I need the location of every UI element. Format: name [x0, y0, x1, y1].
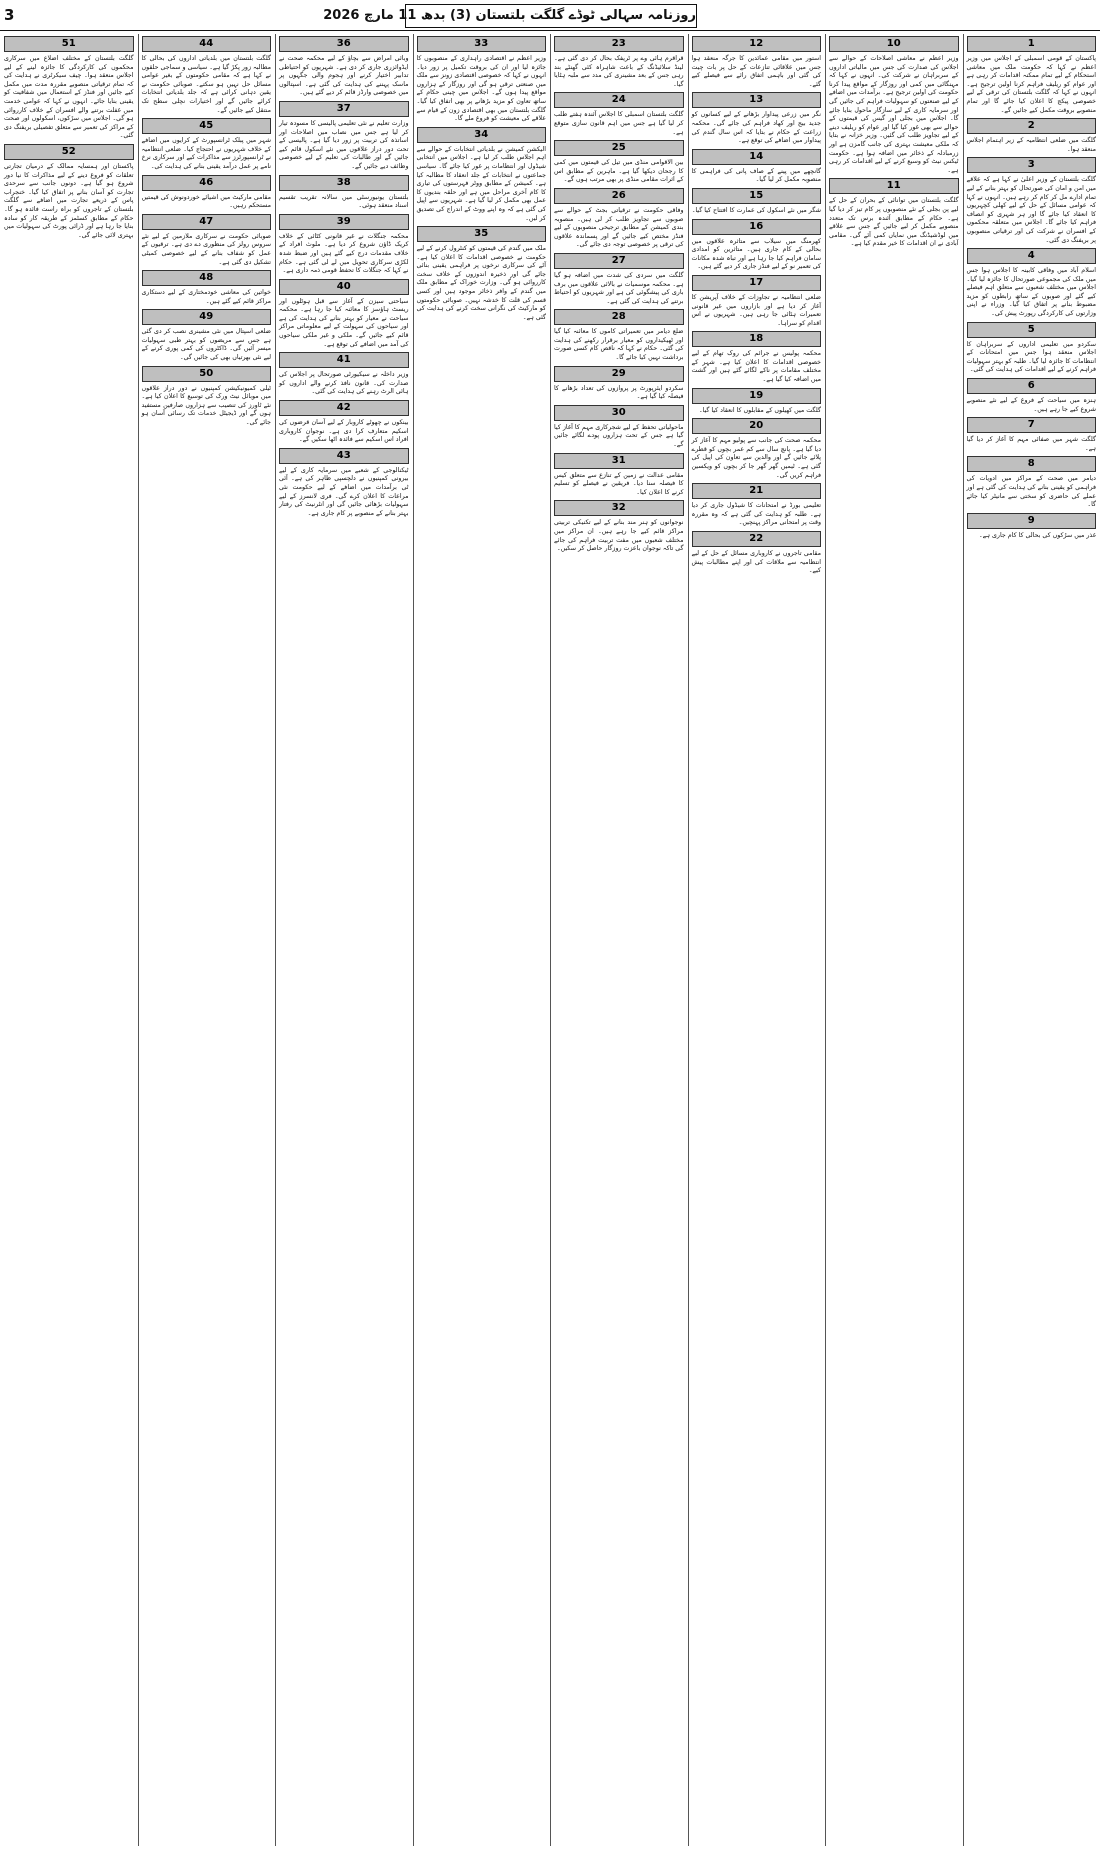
news-item-number: 29: [554, 366, 684, 382]
news-item-body: نگر میں زرعی پیداوار بڑھانے کے لیے کسانوں کو جدید بیج اور کھاد فراہم کی جائے گی۔ محکمہ زراعت کے حکام نے بتایا کہ اس سال گندم کی پیداوار میں اضافے کی توقع ہے۔: [691, 111, 821, 145]
news-item: [554, 36, 684, 89]
news-item: [279, 214, 409, 276]
news-item: [967, 513, 1097, 541]
news-item: [4, 36, 134, 141]
news-item-number: 5: [967, 322, 1097, 338]
news-item-body: غذر میں سڑکوں کی بحالی کا کام جاری ہے۔: [978, 531, 1096, 539]
news-item: [142, 175, 272, 211]
news-item: [554, 405, 684, 450]
news-item-body: بلتستان یونیورسٹی میں سالانہ تقریب تقسیم اسناد منعقد ہوئی۔: [279, 193, 409, 210]
news-item: [692, 188, 822, 216]
news-column: [415, 34, 549, 1846]
news-item-body: گلگت میں سردی کی شدت میں اضافہ ہو گیا ہے۔ محکمہ موسمیات نے بالائی علاقوں میں برف باری کی پیشگوئی کی ہے اور شہریوں کو احتیاط برتنے کی ہدایت کی گئی ہے۔: [554, 271, 684, 305]
news-item-number: 48: [142, 270, 272, 286]
news-item-body: قراقرم ہائی وے پر ٹریفک بحال کر دی گئی ہے۔ لینڈ سلائیڈنگ کے باعث شاہراہ کئی گھنٹے بند رہی جس کے بعد مشینری کی مدد سے ملبہ ہٹایا گیا۔: [554, 55, 684, 88]
news-item-body: وزارت تعلیم نے نئی تعلیمی پالیسی کا مسودہ تیار کر لیا ہے جس میں نصاب میں اصلاحات اور اساتذہ کی تربیت پر زور دیا گیا ہے۔ پالیسی کے تحت دور دراز علاقوں میں نئے اسکول قائم کیے جائیں گے اور طالبات کی تعلیم کے لیے خصوصی وظائف دیے جائیں گے۔: [279, 119, 409, 170]
news-item-number: 23: [554, 36, 684, 52]
news-column: [965, 34, 1099, 1846]
news-item: [692, 36, 822, 89]
news-item-body: سکردو ایئرپورٹ پر پروازوں کی تعداد بڑھانے کا فیصلہ کیا گیا ہے۔: [554, 384, 684, 401]
news-item-body: بین الاقوامی منڈی میں تیل کی قیمتوں میں کمی کا رجحان دیکھا گیا ہے۔ ماہرین کے مطابق اس کے اثرات مقامی منڈی پر بھی مرتب ہوں گے۔: [554, 159, 684, 184]
news-item-body: گلگت بلتستان میں توانائی کے بحران کے حل کے لیے پن بجلی کے نئے منصوبوں پر کام تیز کر دیا گیا ہے۔ حکام کے مطابق آئندہ برس تک متعدد منصوبے مکمل کر لیے جائیں گے جس سے علاقے میں لوڈشیڈنگ میں نمایاں کمی آئے گی۔ مقامی آبادی نے ان اقدامات کا خیر مقدم کیا ہے۔: [829, 197, 959, 248]
news-item-number: 15: [692, 188, 822, 204]
news-item-number: 1: [967, 36, 1097, 52]
news-column: [827, 34, 961, 1846]
column-divider: [688, 34, 689, 1846]
column-divider: [413, 34, 414, 1846]
news-item-number: 22: [692, 531, 822, 547]
news-item-body: وزیر داخلہ نے سیکیورٹی صورتحال پر اجلاس کی صدارت کی۔ قانون نافذ کرنے والے اداروں کو ہائی الرٹ رہنے کی ہدایت کی گئی۔: [279, 371, 409, 396]
column-divider: [138, 34, 139, 1846]
news-item: [554, 188, 684, 250]
news-item-body: پاکستان کے قومی اسمبلی کے اجلاس میں وزیر اعظم نے کہا کہ حکومت ملک میں معاشی استحکام کے لیے تمام ممکنہ اقدامات کر رہی ہے اور عوام کو ریلیف فراہم کرنا اولین ترجیح ہے۔ انہوں نے کہا کہ گلگت بلتستان کی ترقی کے لیے خصوصی پیکج کا اعلان کیا جائے گا اور تمام منصوبے بروقت مکمل کیے جائیں گے۔: [966, 55, 1096, 114]
news-item: [554, 500, 684, 553]
news-item-body: وزیر اعظم نے اقتصادی راہداری کے منصوبوں کا جائزہ لیا اور ان کی بروقت تکمیل پر زور دیا۔ انہوں نے کہا کہ خصوصی اقتصادی زونز سے ملک میں صنعتی ترقی ہو گی اور روزگار کے ہزاروں مواقع پیدا ہوں گے۔ اجلاس میں چینی حکام کے ساتھ تعاون کو مزید بڑھانے پر بھی اتفاق کیا گیا۔ گلگت بلتستان میں بھی اقتصادی زون کے قیام سے علاقے کی معیشت کو فروغ ملے گا۔: [416, 55, 546, 123]
news-item-number: 52: [4, 144, 134, 160]
news-item-number: 25: [554, 140, 684, 156]
news-item: [692, 418, 822, 480]
news-column: [690, 34, 824, 1846]
news-item-number: 17: [692, 275, 822, 291]
news-item-number: 7: [967, 417, 1097, 433]
news-item-body: وفاقی حکومت نے ترقیاتی بجٹ کے حوالے سے صوبوں سے تجاویز طلب کر لی ہیں۔ منصوبہ بندی کمیشن کے مطابق ترجیحی منصوبوں کے لیے فنڈز مختص کیے جائیں گے اور پسماندہ علاقوں کی ترقی پر خصوصی توجہ دی جائے گی۔: [554, 206, 684, 249]
news-item: [554, 309, 684, 362]
news-item-body: نوجوانوں کو ہنر مند بنانے کے لیے تکنیکی تربیتی مراکز قائم کیے جا رہے ہیں۔ ان مراکز میں مختلف شعبوں میں مفت تربیت فراہم کی جائے گی تاکہ نوجوان باعزت روزگار حاصل کر سکیں۔: [554, 519, 684, 553]
news-item-body: سیاحتی سیزن کے آغاز سے قبل ہوٹلوں اور ریسٹ ہاؤسز کا معائنہ کیا جا رہا ہے۔ محکمہ سیاحت نے معیار کو بہتر بنانے کی ہدایت کی ہے اور سیاحوں کی سہولت کے لیے معلوماتی مراکز قائم کیے جائیں گے۔ ملکی و غیر ملکی سیاحوں کی آمد میں اضافے کی توقع ہے۔: [279, 297, 409, 348]
news-item-number: 35: [417, 226, 547, 242]
news-item: [417, 127, 547, 223]
news-item-number: 31: [554, 453, 684, 469]
news-item-number: 47: [142, 214, 272, 230]
news-item-body: گلگت میں ضلعی انتظامیہ کے زیر اہتمام اجلاس منعقد ہوا۔: [966, 137, 1096, 153]
news-item-body: الیکشن کمیشن نے بلدیاتی انتخابات کے حوالے سے اہم اجلاس طلب کر لیا ہے۔ اجلاس میں انتخابی شیڈول اور انتظامات پر غور کیا جائے گا۔ سیاسی جماعتوں نے انتخابات کے جلد انعقاد کا مطالبہ کیا ہے۔ کمیشن کے مطابق ووٹر فہرستوں کی تیاری کا کام آخری مراحل میں ہے اور حلقہ بندیوں کا عمل بھی مکمل کر لیا گیا ہے۔ شہریوں سے اپیل کی گئی ہے کہ وہ اپنے ووٹ کے اندراج کی تصدیق کر لیں۔: [416, 145, 546, 222]
news-item-body: ٹیکنالوجی کے شعبے میں سرمایہ کاری کے لیے بیرونی کمپنیوں نے دلچسپی ظاہر کی ہے۔ آئی ٹی برآمدات میں اضافے کے لیے حکومت نئی مراعات کا اعلان کرے گی۔ فری لانسرز کے لیے سہولیات بڑھائی جائیں گی اور انٹرنیٹ کی رفتار بہتر بنانے کے منصوبے پر کام جاری ہے۔: [279, 466, 409, 517]
news-item-number: 16: [692, 219, 822, 235]
news-item-number: 30: [554, 405, 684, 421]
news-item: [142, 309, 272, 362]
news-item: [554, 140, 684, 185]
news-item-body: شگر میں نئے اسکول کی عمارت کا افتتاح کیا گیا۔: [691, 206, 821, 214]
news-item-body: ملک میں گندم کی قیمتوں کو کنٹرول کرنے کے لیے حکومت نے خصوصی اقدامات کا اعلان کیا ہے۔ آٹے کی سرکاری نرخوں پر فراہمی یقینی بنائی جائے گی اور ذخیرہ اندوزوں کے خلاف سخت کارروائی ہو گی۔ وزارت خوراک کے مطابق ملک میں گندم کے وافر ذخائر موجود ہیں اور کسی قسم کی قلت کا خدشہ نہیں۔ صوبائی حکومتوں کو مارکیٹ کی نگرانی سخت کرنے کی ہدایت کی گئی ہے۔: [416, 245, 546, 321]
news-item-body: سکردو میں تعلیمی اداروں کے سربراہان کا اجلاس منعقد ہوا جس میں امتحانات کے انتظامات کا جائزہ لیا گیا۔ طلبہ کو بہتر سہولیات فراہم کرنے کے لیے اقدامات کی ہدایت کی گئی۔: [966, 340, 1096, 374]
news-item: [967, 36, 1097, 115]
news-column: [2, 34, 136, 1846]
news-item-number: 34: [417, 127, 547, 143]
column-divider: [825, 34, 826, 1846]
news-item-body: ٹیلی کمیونیکیشن کمپنیوں نے دور دراز علاقوں میں موبائل نیٹ ورک کی توسیع کا اعلان کیا ہے۔ نئے ٹاورز کی تنصیب سے ہزاروں صارفین مستفید ہوں گے اور ڈیجیٹل خدمات تک رسائی آسان ہو جائے گی۔: [141, 384, 271, 427]
news-item-number: 36: [279, 36, 409, 52]
news-item-number: 18: [692, 331, 822, 347]
news-columns: [0, 34, 1100, 1846]
column-divider: [550, 34, 551, 1846]
news-item-number: 20: [692, 418, 822, 434]
news-item-number: 28: [554, 309, 684, 325]
news-item-body: گلگت بلتستان میں بلدیاتی اداروں کی بحالی کا مطالبہ زور پکڑ گیا ہے۔ سیاسی و سماجی حلقوں نے کہا ہے کہ مقامی حکومتوں کے بغیر عوامی مسائل حل نہیں ہو سکتے۔ صوبائی حکومت نے یقین دہانی کرائی ہے کہ جلد بلدیاتی انتخابات کرائے جائیں گے اور اختیارات نچلی سطح تک منتقل کیے جائیں گے۔: [141, 55, 271, 114]
news-item: [692, 331, 822, 384]
news-item: [4, 144, 134, 240]
news-item-number: 26: [554, 188, 684, 204]
news-item: [417, 36, 547, 124]
page-number: 3: [4, 6, 15, 24]
news-item: [142, 214, 272, 267]
news-item: [967, 118, 1097, 154]
news-item: [142, 118, 272, 171]
news-item-body: وزیر اعظم نے معاشی اصلاحات کے حوالے سے اجلاس کی صدارت کی جس میں مالیاتی اداروں کے سربراہان نے شرکت کی۔ انہوں نے کہا کہ مہنگائی میں کمی اور روزگار کے مواقع پیدا کرنا حکومت کی اولین ترجیح ہے۔ برآمدات میں اضافے کے لیے صنعتوں کو سہولیات فراہم کی جائیں گی اور سرمایہ کاری کے لیے سازگار ماحول بنایا جائے گا۔ اجلاس میں بجلی اور گیس کی قیمتوں کے حوالے سے بھی غور کیا گیا اور عوام کو ریلیف دینے کے لیے تجاویز طلب کی گئیں۔ وزیر خزانہ نے بتایا کہ ملکی معیشت بہتری کی جانب گامزن ہے اور زرمبادلہ کے ذخائر میں اضافہ ہوا ہے۔ حکومت ٹیکس نیٹ کو وسیع کرنے کے لیے اقدامات کر رہی ہے۔: [829, 55, 959, 174]
news-item-body: کھرمنگ میں سیلاب سے متاثرہ علاقوں میں بحالی کے کام جاری ہیں۔ متاثرین کو امدادی سامان فراہم کیا جا رہا ہے اور تباہ شدہ مکانات کی تعمیر نو کے لیے فنڈز جاری کر دیے گئے ہیں۔: [691, 237, 821, 271]
news-item-number: 44: [142, 36, 272, 52]
news-item-number: 9: [967, 513, 1097, 529]
news-item: [692, 149, 822, 185]
news-item-body: گلگت میں کھیلوں کے مقابلوں کا انعقاد کیا گیا۔: [698, 406, 821, 414]
news-item-body: ضلع دیامر میں تعمیراتی کاموں کا معائنہ کیا گیا اور ٹھیکیداروں کو معیار برقرار رکھنے کی ہدایت کی گئی۔ حکام نے کہا کہ ناقص کام کسی صورت برداشت نہیں کیا جائے گا۔: [554, 328, 684, 362]
news-item: [967, 248, 1097, 319]
news-item: [279, 352, 409, 397]
news-item-body: مقامی مارکیٹ میں اشیائے خوردونوش کی قیمتیں مستحکم رہیں۔: [141, 193, 271, 210]
news-item-number: 41: [279, 352, 409, 368]
news-item-number: 49: [142, 309, 272, 325]
news-item: [142, 366, 272, 428]
news-item-number: 37: [279, 101, 409, 117]
news-item-body: مقامی عدالت نے زمین کے تنازع سے متعلق کیس کا فیصلہ سنا دیا۔ فریقین نے فیصلے کو تسلیم کرنے کا اعلان کیا۔: [554, 471, 684, 496]
news-item-body: مقامی تاجروں نے کاروباری مسائل کے حل کے لیے انتظامیہ سے ملاقات کی اور اپنے مطالبات پیش کیے۔: [691, 550, 821, 575]
news-item-number: 43: [279, 448, 409, 464]
news-item: [417, 226, 547, 322]
news-item: [829, 178, 959, 249]
news-item: [279, 448, 409, 519]
news-item-body: خواتین کی معاشی خودمختاری کے لیے دستکاری مراکز قائم کیے گئے ہیں۔: [141, 289, 271, 305]
news-item-number: 32: [554, 500, 684, 516]
news-item: [692, 388, 822, 416]
news-item-number: 51: [4, 36, 134, 52]
news-item: [692, 92, 822, 145]
news-item: [554, 453, 684, 498]
news-item-number: 21: [692, 483, 822, 499]
news-item-number: 24: [554, 92, 684, 108]
news-item-number: 12: [692, 36, 822, 52]
news-item-body: ضلعی انتظامیہ نے تجاوزات کے خلاف آپریشن کا آغاز کر دیا ہے اور بازاروں میں غیر قانونی تعمیرات ہٹائی جا رہی ہیں۔ شہریوں نے اس اقدام کو سراہا۔: [691, 293, 821, 327]
news-item-number: 11: [829, 178, 959, 194]
news-item: [967, 322, 1097, 375]
masthead: [0, 4, 1100, 30]
news-item-body: ماحولیاتی تحفظ کے لیے شجرکاری مہم کا آغاز کیا گیا ہے جس کے تحت ہزاروں پودے لگائے جائیں گے۔: [554, 423, 684, 449]
news-item-body: وبائی امراض سے بچاؤ کے لیے محکمہ صحت نے ایڈوائزری جاری کر دی ہے۔ شہریوں کو احتیاطی تدابیر اختیار کرنے اور ہجوم والی جگہوں پر ماسک پہننے کی ہدایت کی گئی ہے۔ اسپتالوں میں خصوصی وارڈز قائم کر دیے گئے ہیں۔: [279, 55, 409, 97]
news-item-number: 4: [967, 248, 1097, 264]
news-item-number: 2: [967, 118, 1097, 134]
news-item-number: 40: [279, 279, 409, 295]
news-item-body: بینکوں نے چھوٹے کاروبار کے لیے آسان قرضوں کی اسکیم متعارف کرا دی ہے۔ نوجوان کاروباری افراد اس اسکیم سے فائدہ اٹھا سکیں گے۔: [279, 419, 409, 444]
news-item: [829, 36, 959, 175]
news-item-number: 50: [142, 366, 272, 382]
news-item: [279, 101, 409, 172]
news-item: [279, 36, 409, 98]
news-item-body: گلگت بلتستان کے مختلف اضلاع میں سرکاری محکموں کی کارکردگی کا جائزہ لینے کے لیے اجلاس منعقد ہوا۔ چیف سیکرٹری نے ہدایت کی کہ تمام ترقیاتی منصوبے مقررہ مدت میں مکمل کیے جائیں اور فنڈز کے استعمال میں شفافیت کو یقینی بنایا جائے۔ انہوں نے کہا کہ عوامی خدمت میں غفلت برتنے والے افسران کے خلاف کارروائی ہو گی۔ اجلاس میں سڑکوں، اسکولوں اور صحت کے مراکز کی تعمیر سے متعلق تفصیلی بریفنگ دی گئی۔: [4, 55, 134, 140]
news-item-number: 33: [417, 36, 547, 52]
news-column: [552, 34, 686, 1846]
news-item-body: صوبائی حکومت نے سرکاری ملازمین کے لیے نئے سروس رولز کی منظوری دے دی ہے۔ ترقیوں کے عمل کو شفاف بنانے کے لیے خصوصی کمیٹی تشکیل دی گئی ہے۔: [141, 232, 271, 266]
news-item-number: 14: [692, 149, 822, 165]
news-item-body: شہر میں پبلک ٹرانسپورٹ کے کرایوں میں اضافے کے خلاف شہریوں نے احتجاج کیا۔ ضلعی انتظامیہ نے ٹرانسپورٹرز سے مذاکرات کیے اور سرکاری نرخ نامے پر عمل درآمد یقینی بنانے کی ہدایت کی۔: [141, 137, 271, 170]
news-item-body: دیامر میں صحت کے مراکز میں ادویات کی فراہمی کو یقینی بنانے کی ہدایت کی گئی ہے اور عملے کی حاضری کو سختی سے مانیٹر کیا جائے گا۔: [966, 475, 1096, 509]
news-item-body: ضلعی اسپتال میں نئی مشینری نصب کر دی گئی ہے جس سے مریضوں کو بہتر طبی سہولیات میسر آئیں گی۔ ڈاکٹروں کی کمی پوری کرنے کے لیے نئی بھرتیاں بھی کی جائیں گی۔: [141, 328, 271, 362]
newspaper-title: روزنامہ سہالی ٹوڈے گلگت بلتستان (3) بدھ 11 مارچ 2026: [405, 4, 697, 28]
news-item-number: 10: [829, 36, 959, 52]
news-item-number: 27: [554, 253, 684, 269]
news-item: [554, 366, 684, 402]
news-item: [692, 275, 822, 328]
news-item-number: 19: [692, 388, 822, 404]
news-item: [554, 92, 684, 137]
news-column: [140, 34, 274, 1846]
news-item-number: 45: [142, 118, 272, 134]
news-item-number: 38: [279, 175, 409, 191]
news-item-body: گلگت بلتستان کے وزیر اعلیٰ نے کہا ہے کہ علاقے میں امن و امان کی صورتحال کو بہتر بنانے کے لیے تمام ادارے مل کر کام کر رہے ہیں۔ انہوں نے کہا کہ عوامی مسائل کے حل کے لیے کھلی کچہریوں کا انعقاد کیا جائے گا اور ہر شہری کو انصاف فراہم کیا جائے گا۔ اجلاس میں متعلقہ محکموں کے افسران نے شرکت کی اور ترقیاتی منصوبوں پر بریفنگ دی گئی۔: [966, 176, 1096, 244]
news-item: [692, 219, 822, 272]
news-item-number: 8: [967, 456, 1097, 472]
news-item-body: گلگت بلتستان اسمبلی کا اجلاس آئندہ ہفتے طلب کر لیا گیا ہے جس میں اہم قانون سازی متوقع ہے۔: [554, 111, 684, 136]
news-item-body: محکمہ پولیس نے جرائم کی روک تھام کے لیے خصوصی اقدامات کا اعلان کیا ہے۔ شہر کے مختلف مقامات پر ناکے لگائے گئے ہیں اور گشت میں اضافہ کیا گیا ہے۔: [691, 350, 821, 384]
news-item-body: گلگت شہر میں صفائی مہم کا آغاز کر دیا گیا ہے۔: [966, 436, 1096, 452]
news-item-body: محکمہ صحت کی جانب سے پولیو مہم کا آغاز کر دیا گیا ہے۔ پانچ سال سے کم عمر بچوں کو قطرے پلائے جائیں گے اور والدین سے تعاون کی اپیل کی گئی ہے۔ ٹیمیں گھر گھر جا کر بچوں کو ویکسین فراہم کریں گی۔: [691, 437, 821, 479]
news-item-body: محکمہ جنگلات نے غیر قانونی کٹائی کے خلاف کریک ڈاؤن شروع کر دیا ہے۔ ملوث افراد کے خلاف مقدمات درج کیے گئے ہیں اور ضبط شدہ لکڑی سرکاری تحویل میں لے لی گئی ہے۔ حکام نے کہا کہ جنگلات کا تحفظ قومی ذمہ داری ہے۔: [279, 232, 409, 275]
news-item: [967, 456, 1097, 509]
news-item-number: 46: [142, 175, 272, 191]
news-item: [692, 531, 822, 576]
news-item-body: پاکستان اور ہمسایہ ممالک کے درمیان تجارتی تعلقات کو فروغ دینے کے لیے مذاکرات کا نیا دور شروع ہو گیا ہے۔ دونوں جانب سے سرحدی تجارت کو آسان بنانے پر اتفاق کیا گیا۔ خنجراب پاس کے ذریعے تجارت میں اضافے سے گلگت بلتستان کے تاجروں کو براہ راست فائدہ ہو گا۔ حکام کے مطابق کسٹمز کے طریقہ کار کو سادہ بنایا جا رہا ہے اور ڈرائی پورٹ کی سہولیات میں بہتری لائی جائے گی۔: [4, 162, 134, 239]
news-item: [967, 378, 1097, 414]
news-item-body: تعلیمی بورڈ نے امتحانات کا شیڈول جاری کر دیا ہے۔ طلبہ کو ہدایت کی گئی ہے کہ وہ مقررہ وقت پر امتحانی مراکز پہنچیں۔: [691, 502, 821, 527]
news-item: [279, 400, 409, 445]
news-item: [554, 253, 684, 306]
news-item: [142, 270, 272, 306]
news-item-body: گانچھے میں پینے کے صاف پانی کی فراہمی کا منصوبہ مکمل کر لیا گیا۔: [691, 167, 821, 184]
news-item: [967, 417, 1097, 453]
news-item: [142, 36, 272, 115]
news-item-body: استور میں مقامی عمائدین کا جرگہ منعقد ہوا جس میں علاقائی تنازعات کے حل پر بات چیت کی گئی اور باہمی اتفاق رائے سے فیصلے کیے گئے۔: [691, 55, 821, 88]
column-divider: [963, 34, 964, 1846]
news-column: [277, 34, 411, 1846]
news-item-body: اسلام آباد میں وفاقی کابینہ کا اجلاس ہوا جس میں ملک کی مجموعی صورتحال کا جائزہ لیا گیا۔ اجلاس میں مختلف شعبوں سے متعلق اہم فیصلے کیے گئے اور صوبوں کے ساتھ رابطوں کو مزید مضبوط بنانے پر اتفاق کیا گیا۔ وزراء نے اپنی وزارتوں کی کارکردگی رپورٹ پیش کی۔: [966, 267, 1096, 318]
news-item-number: 13: [692, 92, 822, 108]
news-item-number: 3: [967, 157, 1097, 173]
news-item-number: 6: [967, 378, 1097, 394]
news-item-number: 39: [279, 214, 409, 230]
news-item-body: ہنزہ میں سیاحت کے فروغ کے لیے نئے منصوبے شروع کیے جا رہے ہیں۔: [966, 397, 1096, 413]
news-item: [692, 483, 822, 528]
column-divider: [275, 34, 276, 1846]
news-item: [967, 157, 1097, 245]
news-item: [279, 175, 409, 211]
news-item: [279, 279, 409, 350]
news-item-number: 42: [279, 400, 409, 416]
masthead-rule: [0, 30, 1100, 31]
